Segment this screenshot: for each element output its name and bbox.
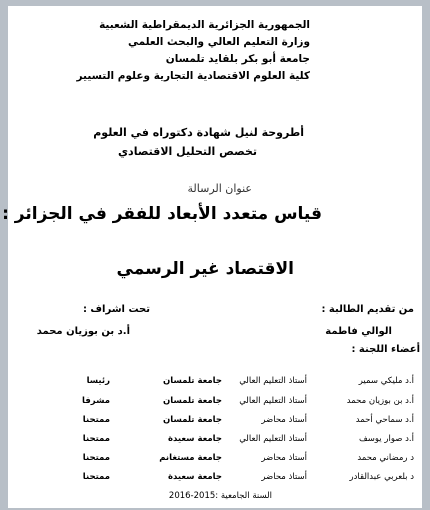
title-label: عنوان الرسالة: [187, 182, 252, 195]
academic-year: السنة الجامعية :2015-2016: [168, 491, 272, 501]
member-rank: أستاذ التعليم العالي: [239, 434, 307, 444]
ministry-name: وزارة التعليم العالي والبحث العلمي: [127, 36, 310, 48]
member-university: جامعة مستغانم: [159, 453, 222, 463]
member-rank: أستاذ محاضر: [261, 453, 307, 463]
member-role: ممتحنا: [82, 415, 110, 425]
student-label: من تقديم الطالبة :: [321, 304, 414, 315]
committee-row: [8, 415, 422, 428]
supervisor-name: أ.د بن بوزيان محمد: [36, 326, 130, 337]
committee-row: [8, 472, 422, 485]
republic-name: الجمهورية الجزائرية الديمقراطية الشعبية: [99, 19, 310, 31]
thesis-specialty: تخصص التحليل الاقتصادي: [117, 145, 257, 158]
member-university: جامعة سعيدة: [167, 472, 222, 482]
member-rank: أستاذ التعليم العالي: [239, 396, 307, 406]
member-rank: أستاذ محاضر: [261, 415, 307, 425]
supervisor-label: تحت اشراف :: [82, 304, 150, 315]
member-name: أ.د سماحي أحمد: [355, 415, 414, 425]
member-role: ممتحنا: [82, 453, 110, 463]
thesis-type: أطروحة لنيل شهادة دكتوراه في العلوم: [93, 126, 304, 139]
member-name: د بلعربي عبدالقادر: [349, 472, 414, 482]
thesis-title-line1: قياس متعدد الأبعاد للفقر في الجزائر :: [2, 204, 322, 224]
committee-label: أعضاء اللجنة :: [351, 344, 420, 355]
committee-row: [8, 434, 422, 447]
member-name: د رمضاني محمد: [357, 453, 414, 463]
member-rank: أستاذ التعليم العالي: [239, 376, 307, 386]
committee-row: [8, 453, 422, 466]
committee-row: [8, 376, 422, 389]
member-university: جامعة تلمسان: [163, 376, 222, 386]
document-page: [2, 6, 422, 508]
member-name: أ.د مليكي سمير: [358, 376, 414, 386]
member-university: جامعة تلمسان: [163, 415, 222, 425]
student-name: الوالي فاطمة: [325, 326, 392, 337]
member-name: أ.د بن بوزيان محمد: [346, 396, 414, 406]
member-rank: أستاذ محاضر: [261, 472, 307, 482]
member-role: ممتحنا: [82, 472, 110, 482]
member-role: ممتحنا: [82, 434, 110, 444]
member-role: رئيسا: [86, 376, 110, 386]
faculty-name: كلية العلوم الاقتصادية التجارية وعلوم التسيير: [76, 70, 310, 82]
member-university: جامعة تلمسان: [163, 396, 222, 406]
member-university: جامعة سعيدة: [167, 434, 222, 444]
university-name: جامعة أبو بكر بلقايد تلمسان: [165, 53, 310, 65]
member-role: مشرفا: [82, 396, 110, 406]
member-name: أ.د صوار يوسف: [358, 434, 414, 444]
committee-row: [8, 396, 422, 409]
thesis-title-line2: الاقتصاد غير الرسمي: [116, 259, 294, 279]
